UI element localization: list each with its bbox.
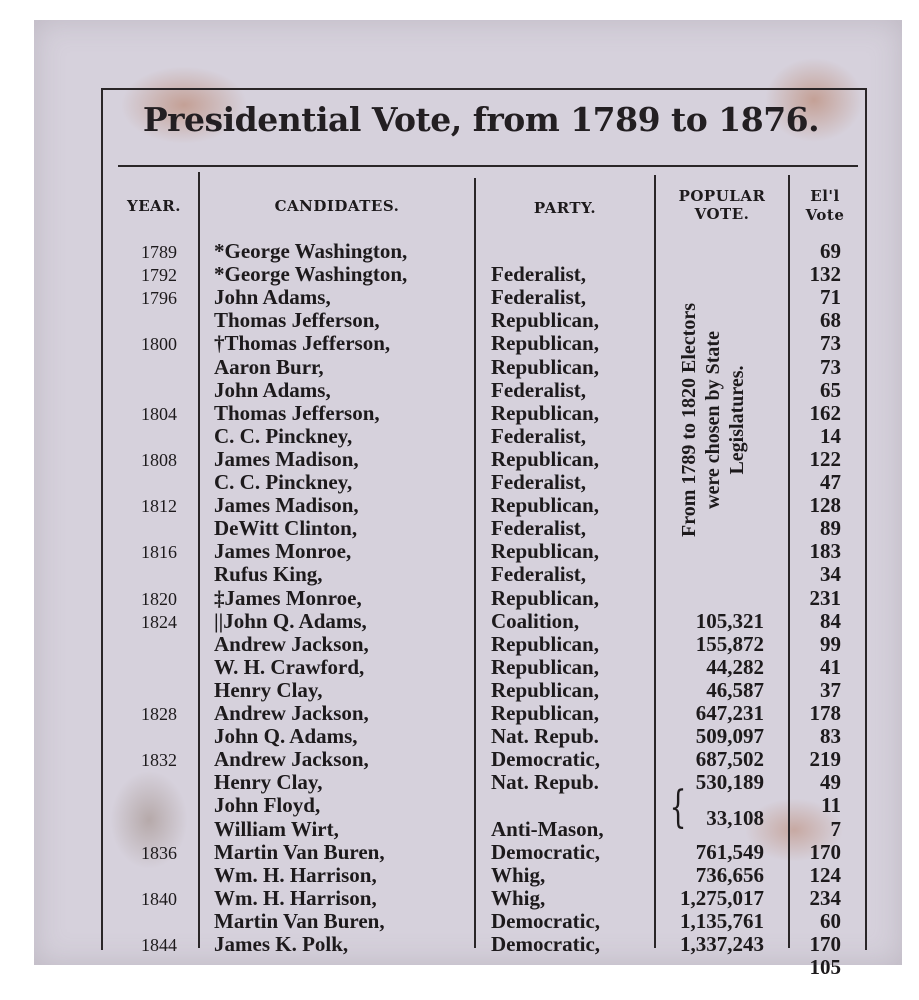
row-year: 1804 [141, 404, 177, 424]
row-year: 1808 [141, 450, 177, 470]
row-electoral: 219 [809, 747, 841, 771]
row-electoral: 71 [820, 285, 841, 309]
row-candidate: Thomas Jefferson, [214, 401, 380, 425]
row-party: Republican, [491, 655, 599, 679]
row-electoral: 89 [820, 516, 841, 540]
row-party: Democratic, [491, 932, 601, 956]
row-candidate: James Madison, [214, 447, 359, 471]
row-popular: 687,502 [695, 747, 764, 771]
brace-symbol: { [669, 782, 687, 833]
row-electoral: 41 [820, 655, 841, 679]
row-party: Federalist, [491, 470, 587, 494]
header-party: PARTY. [533, 199, 597, 217]
row-candidate: *George Washington, [214, 239, 408, 263]
header-popular-line1: POPULAR [678, 187, 766, 205]
row-party: Republican, [491, 493, 599, 517]
row-candidate: Rufus King, [214, 562, 323, 586]
row-popular: 530,189 [695, 770, 764, 794]
row-party: Republican, [491, 308, 599, 332]
row-electoral: 73 [820, 355, 841, 379]
row-party: Democratic, [491, 840, 601, 864]
row-electoral: 105 [809, 955, 841, 979]
row-candidate: ||John Q. Adams, [214, 609, 367, 633]
row-candidate: Martin Van Buren, [214, 840, 385, 864]
row-electoral: 122 [809, 447, 841, 471]
header-popular-line2: VOTE. [694, 205, 750, 223]
row-candidate: Thomas Jefferson, [214, 308, 380, 332]
row-candidate: W. H. Crawford, [214, 655, 365, 679]
row-popular: 761,549 [695, 840, 764, 864]
row-party: Federalist, [491, 516, 587, 540]
row-year: 1844 [141, 935, 177, 955]
row-electoral: 234 [809, 886, 841, 910]
row-candidate: John Adams, [214, 285, 331, 309]
row-party: Republican, [491, 678, 599, 702]
row-popular: 736,656 [695, 863, 764, 887]
row-electoral: 170 [809, 932, 841, 956]
row-party: Federalist, [491, 378, 587, 402]
row-candidate: *George Washington, [214, 262, 408, 286]
row-electoral: 83 [820, 724, 841, 748]
row-year: 1836 [141, 843, 177, 863]
row-candidate: William Wirt, [214, 817, 339, 841]
row-candidate: James K. Polk, [214, 932, 349, 956]
row-electoral: 162 [809, 401, 841, 425]
row-party: Republican, [491, 701, 599, 725]
row-electoral: 183 [809, 539, 841, 563]
row-popular: 105,321 [695, 609, 764, 633]
column-divider-popular [788, 175, 790, 948]
row-candidate: DeWitt Clinton, [214, 516, 358, 540]
row-candidate: Andrew Jackson, [214, 701, 369, 725]
row-candidate: Aaron Burr, [214, 355, 324, 379]
row-electoral: 69 [820, 239, 841, 263]
title-rule [118, 165, 858, 167]
row-year: 1820 [141, 589, 177, 609]
row-candidate: Wm. H. Harrison, [214, 863, 377, 887]
row-candidate: C. C. Pinckney, [214, 424, 353, 448]
row-year: 1792 [141, 265, 177, 285]
row-electoral: 47 [820, 470, 841, 494]
electors-note-line3: Legislatures. [726, 365, 748, 475]
row-electoral: 128 [809, 493, 841, 517]
electors-note-line2: were chosen by State [702, 331, 724, 509]
row-electoral: 170 [809, 840, 841, 864]
row-popular: 509,097 [695, 724, 764, 748]
row-popular: 1,275,017 [680, 886, 764, 910]
row-party: Republican, [491, 447, 599, 471]
row-party: Republican, [491, 539, 599, 563]
row-popular: 1,135,761 [680, 909, 764, 933]
row-candidate: C. C. Pinckney, [214, 470, 353, 494]
row-party: Republican, [491, 401, 599, 425]
electors-note-line1: From 1789 to 1820 Electors [678, 302, 700, 538]
row-year: 1812 [141, 496, 177, 516]
row-year: 1840 [141, 889, 177, 909]
row-popular: 33,108 [706, 806, 764, 830]
row-party: Federalist, [491, 424, 587, 448]
row-candidate: Wm. H. Harrison, [214, 886, 377, 910]
row-candidate: Henry Clay, [214, 678, 323, 702]
row-party: Coalition, [491, 609, 580, 633]
row-electoral: 60 [820, 909, 841, 933]
row-party: Republican, [491, 586, 599, 610]
row-candidate: James Monroe, [214, 539, 352, 563]
row-party: Federalist, [491, 262, 587, 286]
row-party: Republican, [491, 355, 599, 379]
row-year: 1789 [141, 242, 177, 262]
row-year: 1816 [141, 542, 177, 562]
column-divider-party [654, 175, 656, 948]
row-party: Republican, [491, 632, 599, 656]
row-candidate: ‡James Monroe, [214, 586, 362, 610]
row-year: 1796 [141, 288, 177, 308]
row-popular: 647,231 [695, 701, 764, 725]
row-candidate: Martin Van Buren, [214, 909, 385, 933]
row-electoral: 37 [820, 678, 841, 702]
row-electoral: 99 [820, 632, 841, 656]
column-divider-year [198, 172, 200, 948]
row-electoral: 178 [809, 701, 841, 725]
row-popular: 1,337,243 [680, 932, 764, 956]
row-electoral: 14 [820, 424, 841, 448]
row-electoral: 65 [820, 378, 841, 402]
row-candidate: Andrew Jackson, [214, 632, 369, 656]
row-party: Federalist, [491, 285, 587, 309]
row-party: Democratic, [491, 909, 601, 933]
column-divider-candidates [474, 178, 476, 948]
row-popular: 46,587 [706, 678, 764, 702]
row-candidate: John Adams, [214, 378, 331, 402]
row-candidate: John Floyd, [214, 793, 321, 817]
row-year: 1824 [141, 612, 177, 632]
row-year: 1832 [141, 750, 177, 770]
header-electoral-line2: Vote [805, 206, 845, 224]
row-candidate: James Madison, [214, 493, 359, 517]
row-party: Nat. Repub. [491, 724, 599, 748]
row-party: Whig, [491, 863, 546, 887]
row-year: 1828 [141, 704, 177, 724]
row-party: Whig, [491, 886, 546, 910]
row-electoral: 231 [809, 586, 841, 610]
row-electoral: 68 [820, 308, 841, 332]
header-electoral-line1: El'l [810, 187, 840, 205]
row-party: Nat. Repub. [491, 770, 599, 794]
row-party: Democratic, [491, 747, 601, 771]
row-popular: 44,282 [706, 655, 764, 679]
header-candidates: CANDIDATES. [274, 197, 400, 215]
row-electoral: 73 [820, 331, 841, 355]
row-party: Republican, [491, 331, 599, 355]
row-electoral: 34 [820, 562, 841, 586]
row-electoral: 124 [809, 863, 841, 887]
row-electoral: 49 [820, 770, 841, 794]
row-year: 1800 [141, 334, 177, 354]
row-candidate: †Thomas Jefferson, [214, 331, 391, 355]
row-candidate: Henry Clay, [214, 770, 323, 794]
row-party: Federalist, [491, 562, 587, 586]
row-candidate: John Q. Adams, [214, 724, 358, 748]
row-electoral: 132 [809, 262, 841, 286]
row-party: Anti-Mason, [491, 817, 604, 841]
row-electoral: 7 [830, 817, 841, 841]
row-electoral: 84 [820, 609, 841, 633]
header-year: YEAR. [127, 197, 181, 215]
row-electoral: 11 [821, 793, 841, 817]
row-candidate: Andrew Jackson, [214, 747, 369, 771]
page-title: Presidential Vote, from 1789 to 1876. [142, 100, 820, 139]
row-popular: 155,872 [695, 632, 764, 656]
